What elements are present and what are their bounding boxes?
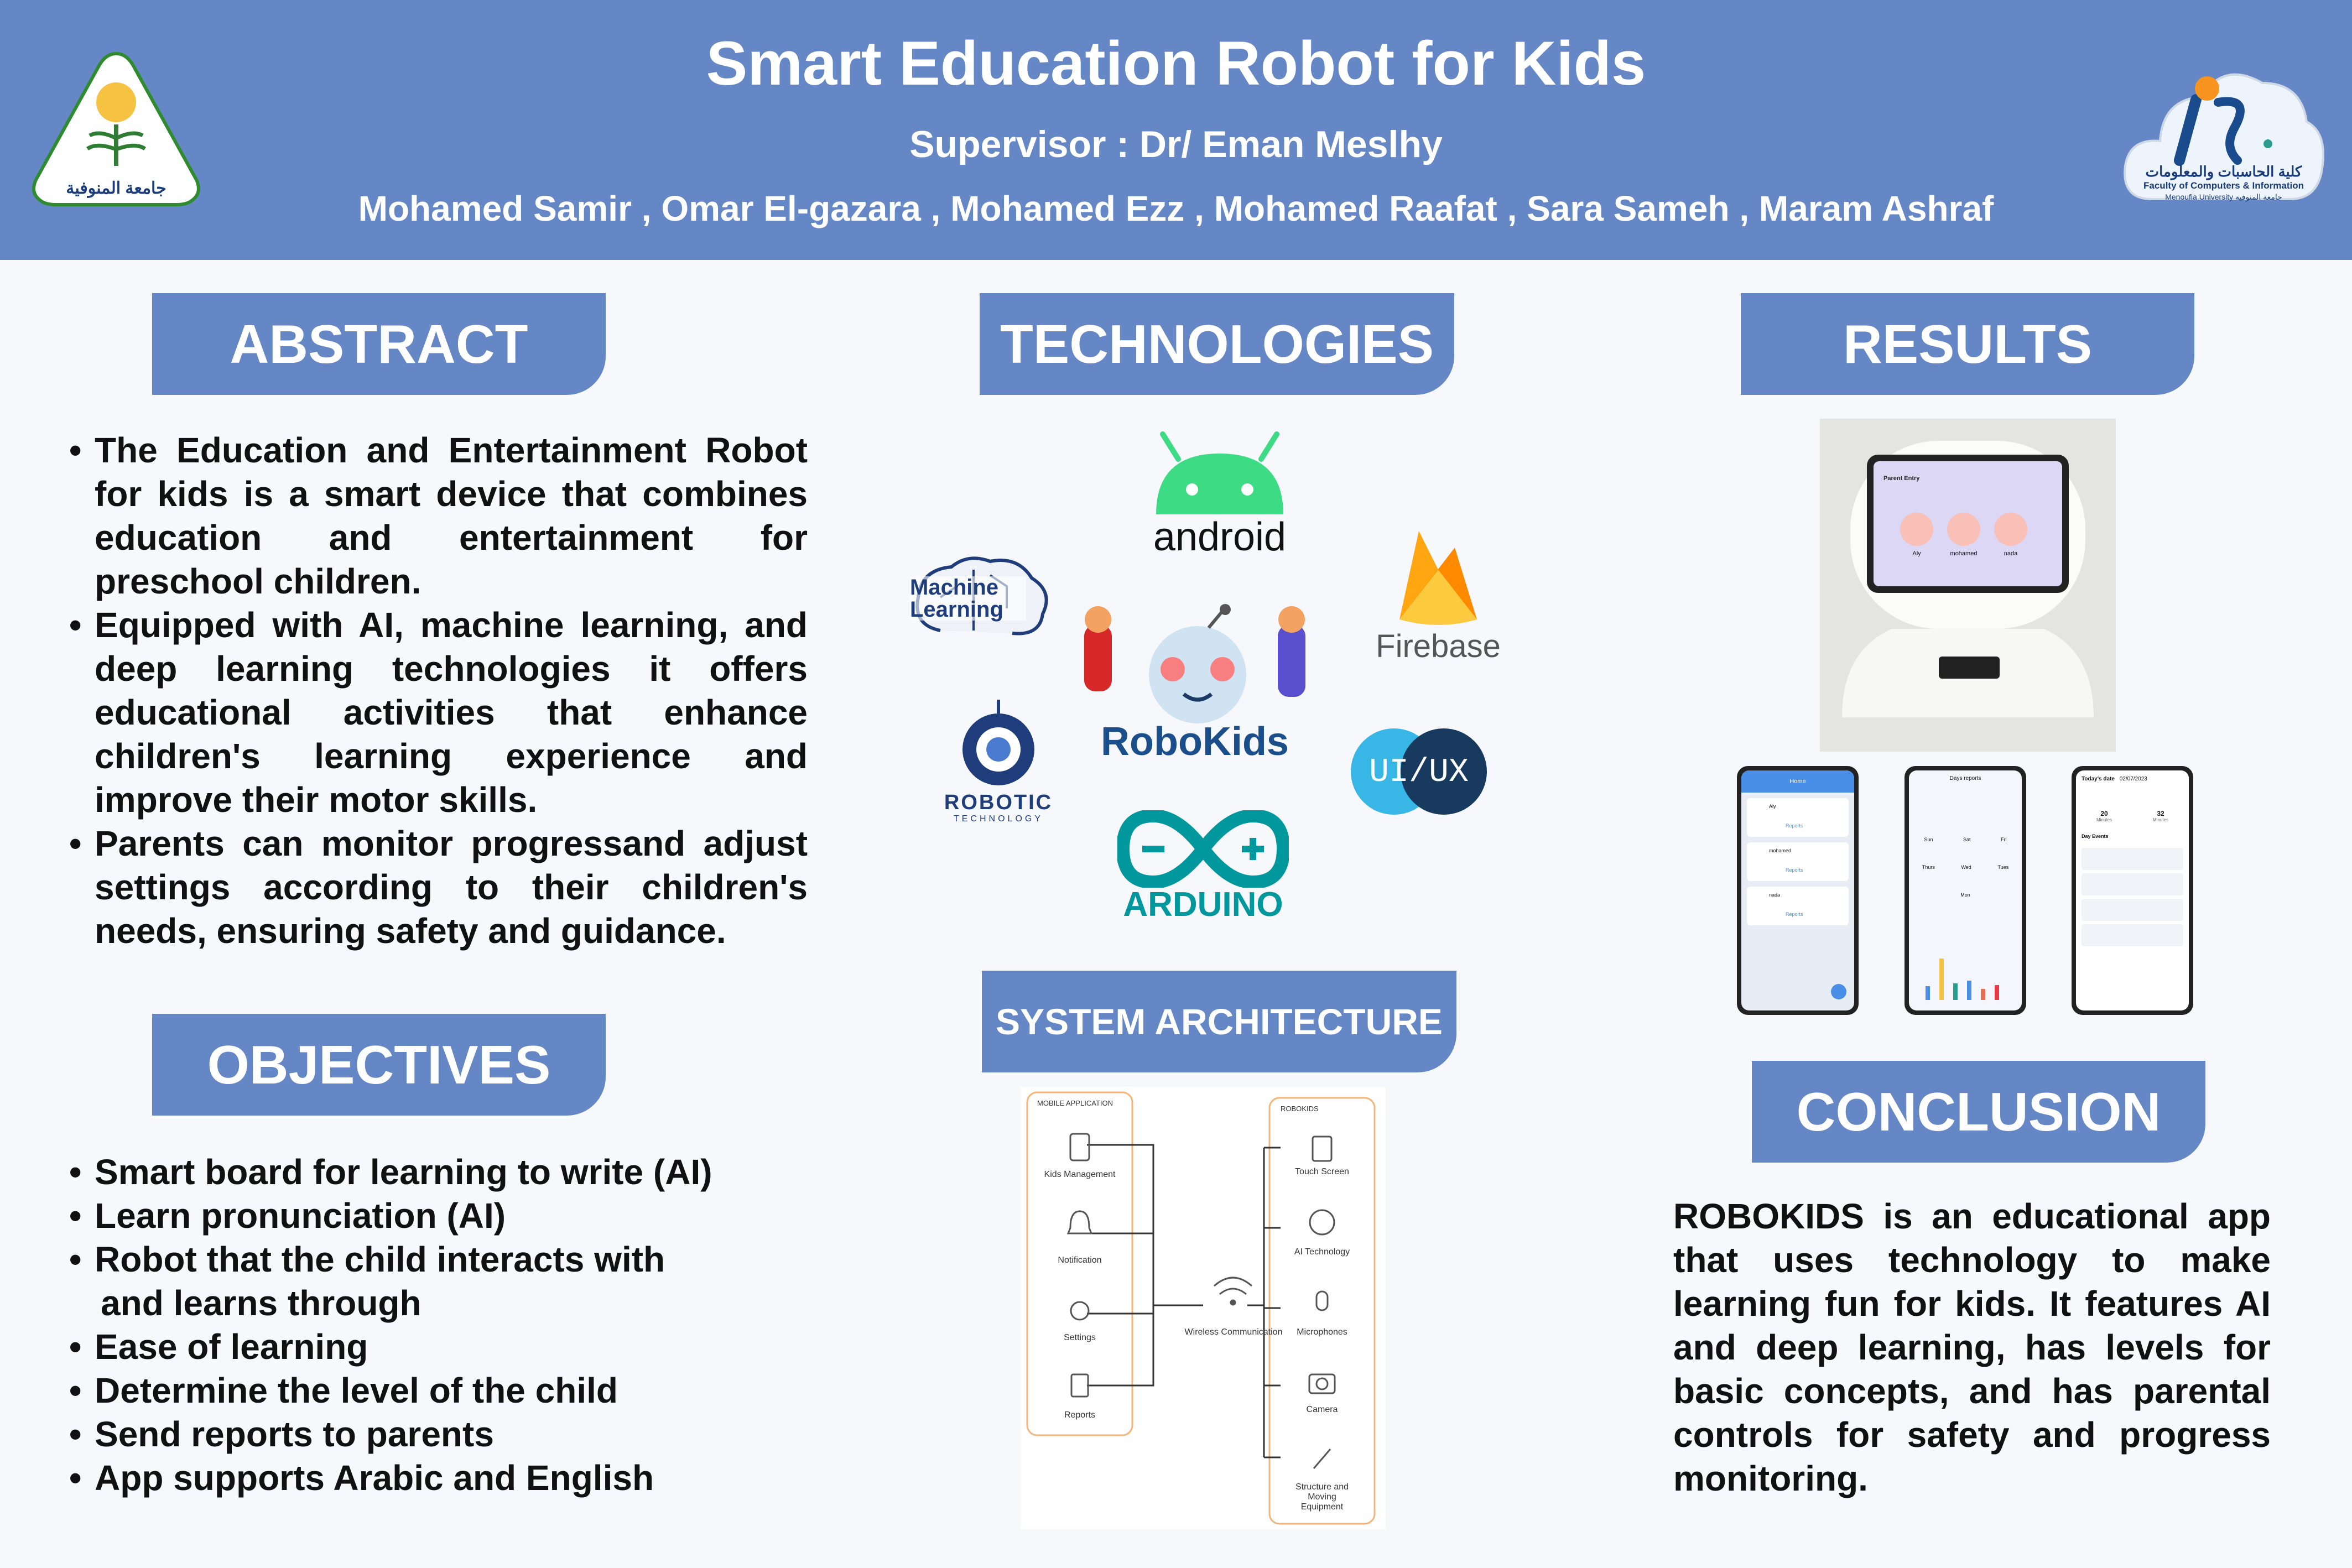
- android-icon: [1128, 431, 1311, 520]
- university-logo-text: جامعة المنوفية: [66, 179, 166, 197]
- robot-head-icon: [935, 697, 1062, 796]
- faculty-logo-ar: كلية الحاسبات والمعلومات: [2145, 163, 2302, 180]
- phone2-day: Sun: [1924, 837, 1933, 842]
- arch-right-item: Structure and Moving Equipment: [1295, 1482, 1349, 1512]
- robot-mascot-icon: [1073, 603, 1317, 725]
- arch-right-item: Camera: [1306, 1405, 1338, 1414]
- arch-left-item: Notification: [1058, 1256, 1102, 1265]
- objective-item: • Smart board for learning to write (AI): [69, 1150, 844, 1194]
- objective-item-continued: and learns through: [101, 1283, 422, 1323]
- arch-left-item: Settings: [1064, 1333, 1096, 1342]
- objective-item: • App supports Arabic and English: [69, 1456, 844, 1500]
- abstract-bullet: • Equipped with AI, machine learning, and deep learning technologies it offers educational activities that enhance children's learning experience and improve their motor skills.: [69, 603, 808, 822]
- phone-home-screenshot: [1737, 766, 1859, 1015]
- supervisor-line: Supervisor : Dr/ Eman Meslhy: [909, 123, 1443, 165]
- firebase-logo: [1366, 525, 1510, 669]
- robot-photo: [1820, 419, 2116, 752]
- objectives-heading: OBJECTIVES: [152, 1014, 606, 1116]
- authors-line: Mohamed Samir , Omar El-gazara , Mohamed Ezz , Mohamed Raafat , Sara Sameh , Maram Ashraf: [358, 189, 1994, 228]
- objective-item: • Robot that the child interacts with: [69, 1238, 844, 1282]
- faculty-logo-en: Faculty of Computers & Information: [2143, 180, 2304, 191]
- arch-center-label: Wireless Communication: [1184, 1327, 1283, 1337]
- phone2-day: Fri: [2001, 837, 2007, 842]
- phone3-minutes: Minutes: [2096, 817, 2112, 822]
- robotic-sub-label: TECHNOLOGY: [953, 814, 1043, 824]
- phone2-title: Days reports: [1949, 775, 1981, 782]
- phone3-stat: 20: [2100, 810, 2108, 817]
- phone3-title: Today's date: [2082, 776, 2115, 782]
- phone2-day: Mon: [1960, 892, 1970, 898]
- objective-item: • Ease of learning: [69, 1325, 844, 1369]
- architecture-heading: SYSTEM ARCHITECTURE: [982, 971, 1456, 1072]
- results-heading: RESULTS: [1741, 293, 2194, 395]
- faculty-logo: [2119, 50, 2329, 216]
- abstract-bullet: • Parents can monitor progressand adjust settings according to their children's needs, ensuring safety and guidance.: [69, 822, 808, 953]
- arduino-icon: [1117, 810, 1289, 888]
- arch-left-item: Kids Management: [1044, 1170, 1116, 1179]
- phone2-day: Sat: [1963, 837, 1971, 842]
- phone1-kid: mohamed: [1769, 848, 1792, 853]
- conclusion-heading: CONCLUSION: [1752, 1061, 2205, 1163]
- firebase-label: Firebase: [1376, 628, 1501, 664]
- phone1-title: Home: [1741, 770, 1854, 793]
- architecture-diagram: [1021, 1087, 1386, 1529]
- arch-right-item: Touch Screen: [1295, 1167, 1349, 1176]
- phone2-day: Tues: [1997, 864, 2009, 870]
- objective-item: • Send reports to parents: [69, 1413, 844, 1456]
- uiux-label: UI/UX: [1368, 754, 1469, 791]
- phone-reports-screenshot: [1905, 766, 2026, 1015]
- poster-title: Smart Education Robot for Kids: [706, 29, 1646, 98]
- ml-label: Machine Learning: [910, 576, 1026, 621]
- firebase-icon: [1366, 525, 1510, 625]
- android-logo: [1128, 431, 1311, 564]
- phone1-reports: Reports: [1786, 867, 1803, 873]
- objective-item: • Learn pronunciation (AI): [69, 1194, 844, 1238]
- robokids-label: RoboKids: [1101, 720, 1289, 764]
- phone3-stat: 32: [2157, 810, 2164, 817]
- phone1-reports: Reports: [1786, 911, 1803, 917]
- robotic-technology-logo: [935, 697, 1062, 835]
- phone2-bar-chart: [1909, 936, 2022, 1003]
- abstract-heading: ABSTRACT: [152, 293, 606, 395]
- phone3-minutes: Minutes: [2152, 817, 2168, 822]
- abstract-body: [69, 429, 808, 953]
- phone1-kid: Aly: [1769, 804, 1776, 809]
- arch-right-item: AI Technology: [1294, 1247, 1350, 1257]
- arch-left-group: MOBILE APPLICATION: [1037, 1099, 1113, 1107]
- ml-logo: [907, 553, 1057, 642]
- technologies-heading: TECHNOLOGIES: [980, 293, 1454, 395]
- phone1-reports: Reports: [1786, 823, 1803, 829]
- robot-screen-title: Parent Entry: [1883, 475, 1920, 482]
- robot-kid-name: Aly: [1912, 550, 1921, 557]
- phone-daily-screenshot: [2072, 766, 2193, 1015]
- phone1-kid: nada: [1769, 892, 1781, 898]
- faculty-logo-uni: Menoufia University جامعة المنوفية: [2165, 192, 2282, 201]
- phone3-day-events: Day Events: [2082, 834, 2109, 839]
- phone1-add-button: [1831, 984, 1846, 999]
- robot-kid-name: mohamed: [1950, 550, 1978, 557]
- arch-left-item: Reports: [1064, 1410, 1096, 1420]
- conclusion-text: ROBOKIDS is an educational app that uses technology to make learning fun for kids. It features AI and deep learning, has levels for basic concepts, and has parental controls for safety and progress monitoring.: [1673, 1196, 2271, 1498]
- robokids-logo: [1073, 603, 1317, 769]
- phone2-day: Thurs: [1922, 864, 1935, 870]
- arch-right-item: Microphones: [1297, 1327, 1347, 1337]
- objectives-list: [69, 1150, 844, 1500]
- arch-right-group: ROBOKIDS: [1281, 1105, 1319, 1113]
- objective-item: • Determine the level of the child: [69, 1369, 844, 1413]
- phone2-day: Wed: [1961, 864, 1971, 870]
- arduino-label: ARDUINO: [1123, 885, 1283, 924]
- uiux-logo: [1344, 727, 1494, 816]
- robot-kid-name: nada: [2004, 550, 2018, 557]
- phone3-date: 02/07/2023: [2119, 776, 2147, 782]
- abstract-bullet: • The Education and Entertainment Robot for kids is a smart device that combines education and entertainment for preschool children.: [69, 429, 808, 603]
- android-label: android: [1153, 515, 1287, 559]
- arduino-logo: [1117, 810, 1289, 926]
- robotic-label: ROBOTIC: [944, 791, 1053, 814]
- university-logo: [28, 47, 205, 213]
